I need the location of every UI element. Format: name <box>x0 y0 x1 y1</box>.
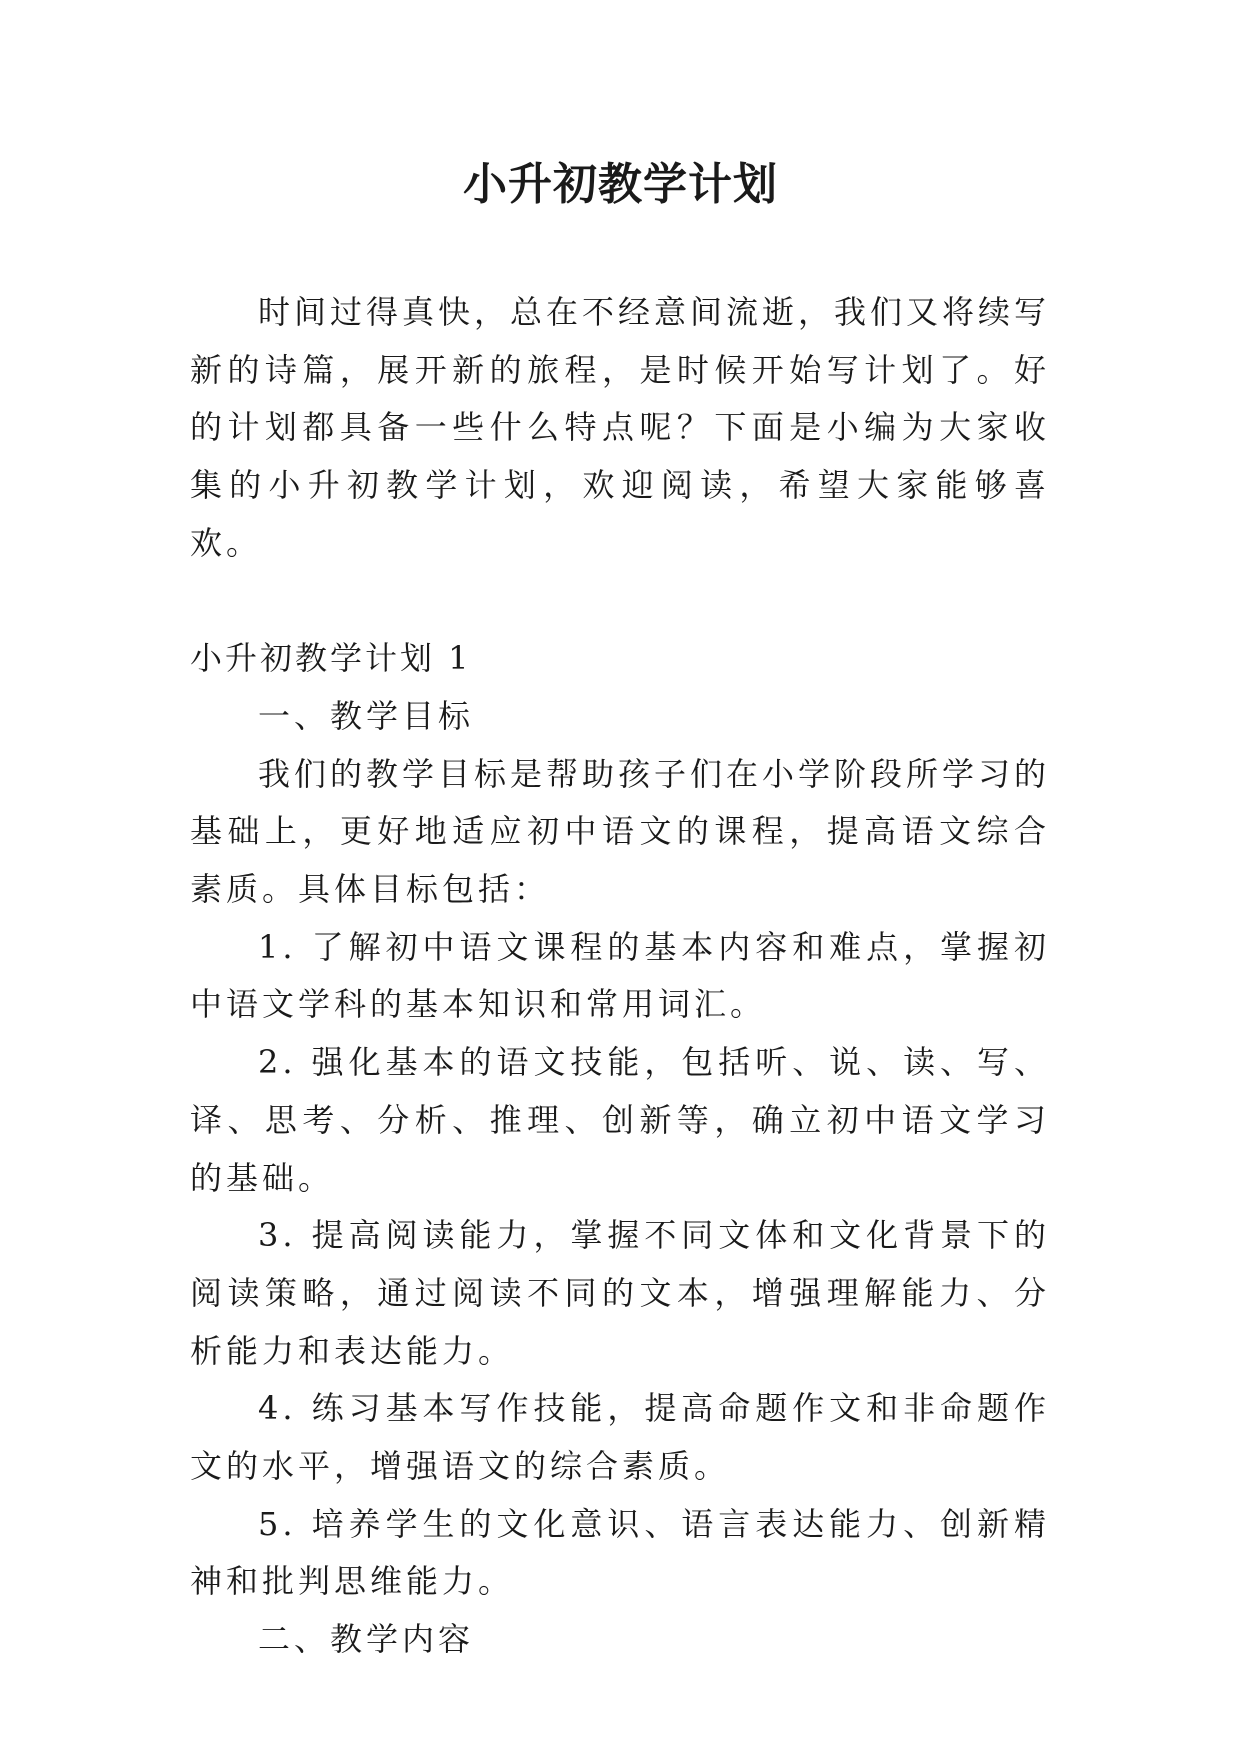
document-body <box>190 284 1050 1669</box>
goal-item: 5. 培养学生的文化意识、语言表达能力、创新精神和批判思维能力。 <box>190 1504 1050 1601</box>
paragraph-spacer <box>190 573 1050 631</box>
goal-item: 2. 强化基本的语文技能，包括听、说、读、写、译、思考、分析、推理、创新等，确立初中语文学习的基础。 <box>190 1043 1050 1197</box>
part-heading-goals: 一、教学目标 <box>258 696 475 735</box>
part-heading-content: 二、教学内容 <box>258 1620 475 1659</box>
section-heading: 小升初教学计划 1 <box>190 639 472 678</box>
goals-intro-paragraph: 我们的教学目标是帮助孩子们在小学阶段所学习的基础上，更好地适应初中语文的课程，提高语文综合素质。具体目标包括： <box>190 754 1051 909</box>
goal-item: 3. 提高阅读能力，掌握不同文体和文化背景下的阅读策略，通过阅读不同的文本，增强理解能力、分析能力和表达能力。 <box>190 1216 1050 1370</box>
intro-paragraph: 时间过得真快，总在不经意间流逝，我们又将续写新的诗篇，展开新的旅程，是时候开始写计划了。好的计划都具备一些什么特点呢？下面是小编为大家收集的小升初教学计划，欢迎阅读，希望大家能够喜欢。 <box>190 293 1051 562</box>
goal-item: 4. 练习基本写作技能，提高命题作文和非命题作文的水平，增强语文的综合素质。 <box>190 1389 1050 1486</box>
goal-item: 1. 了解初中语文课程的基本内容和难点，掌握初中语文学科的基本知识和常用词汇。 <box>190 927 1050 1024</box>
document-title: 小升初教学计划 <box>463 159 778 210</box>
